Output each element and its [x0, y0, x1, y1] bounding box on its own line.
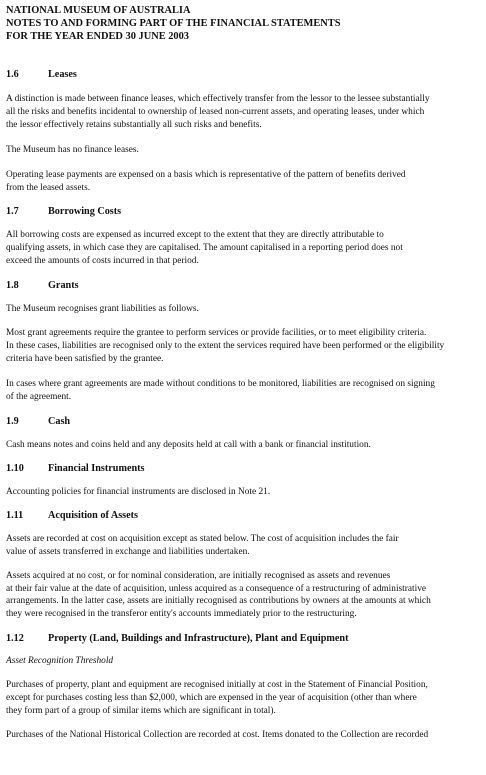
text-line: the lessor effectively retains substantially all such risks and benefits.	[6, 120, 262, 131]
paragraph	[6, 533, 480, 559]
text-line: they form part of a group of similar items which are significant in total).	[6, 705, 276, 716]
text-line: Cash means notes and coins held and any deposits held at call with a bank or financial institution.	[6, 439, 371, 450]
section-heading-1-11	[6, 509, 480, 522]
section-heading-1-8	[6, 279, 480, 292]
text-line: The Museum recognises grant liabilities as follows.	[6, 303, 199, 314]
text-line: of the agreement.	[6, 392, 72, 403]
header-line-1: NATIONAL MUSEUM OF AUSTRALIA	[6, 5, 191, 16]
text-line: Accounting policies for financial instruments are disclosed in Note 21.	[6, 486, 271, 497]
text-line: The Museum has no finance leases.	[6, 145, 139, 156]
section-heading-1-6	[6, 68, 480, 81]
header-line-2: NOTES TO AND FORMING PART OF THE FINANCIAL STATEMENTS	[6, 17, 341, 29]
header-line-3: FOR THE YEAR ENDED 30 JUNE 2003	[6, 30, 190, 42]
subsection-heading: Asset Recognition Threshold	[6, 656, 114, 667]
text-line: qualifying assets, in which case they are capitalised. The amount capitalised in a reporting period does not	[6, 242, 403, 253]
paragraph	[6, 327, 480, 366]
section-heading-1-12	[6, 632, 480, 645]
text-line: from the leased assets.	[6, 182, 91, 193]
text-line: Operating lease payments are expensed on a basis which is representative of the pattern of benefits derived	[6, 170, 406, 181]
text-line: at their fair value at the date of acquisition, unless acquired as a consequence of a restructuring of administrative	[6, 583, 427, 594]
text-line: they were recognised in the transferor entity's accounts immediately prior to the restructuring.	[6, 609, 357, 620]
section-title: Property (Land, Buildings and Infrastructure), Plant and Equipment	[48, 633, 349, 645]
text-line: criteria have been satisfied by the grantee.	[6, 354, 164, 365]
text-line: arrangements. In the latter case, assets are initially recognised as contributions by owners at the amounts at which	[6, 596, 431, 607]
section-title: Financial Instruments	[48, 462, 145, 474]
text-line: value of assets transferred in exchange and liabilities undertaken.	[6, 546, 250, 557]
paragraph	[6, 303, 480, 316]
section-heading-1-10	[6, 462, 480, 475]
section-title: Cash	[48, 415, 71, 427]
section-number: 1.7	[6, 205, 19, 217]
text-line: all the risks and benefits incidental to ownership of leased non-current assets, and operating leases, under which	[6, 107, 425, 118]
text-line: Purchases of the National Historical Collection are recorded at cost. Items donated to the Collection are recorded	[6, 729, 429, 740]
section-title: Borrowing Costs	[48, 205, 122, 217]
text-line: All borrowing costs are expensed as incurred except to the extent that they are directly attributable to	[6, 229, 384, 240]
paragraph	[6, 378, 480, 404]
section-title: Grants	[48, 279, 79, 291]
section-title: Acquisition of Assets	[48, 509, 139, 521]
section-number: 1.10	[6, 462, 24, 474]
paragraph	[6, 486, 480, 499]
section-title: Leases	[48, 69, 77, 81]
paragraph	[6, 679, 480, 718]
text-line: exceed the amounts of costs incurred in that period.	[6, 255, 199, 266]
paragraph	[6, 570, 480, 622]
document-page	[6, 5, 480, 742]
section-number: 1.6	[6, 69, 19, 81]
section-number: 1.8	[6, 279, 19, 291]
text-line: In cases where grant agreements are made without conditions to be monitored, liabilities are recognised on signing	[6, 379, 435, 390]
paragraph	[6, 439, 480, 452]
section-heading-1-9	[6, 415, 480, 428]
text-line: Most grant agreements require the grantee to perform services or provide facilities, or to meet eligibility criteria.	[6, 328, 427, 339]
paragraph	[6, 144, 480, 157]
text-line: Purchases of property, plant and equipment are recognised initially at cost in the Statement of Financial Position,	[6, 680, 428, 691]
text-line: Assets are recorded at cost on acquisition except as stated below. The cost of acquisition includes the fair	[6, 533, 399, 544]
text-line: Assets acquired at no cost, or for nominal consideration, are initially recognised as assets and revenues	[6, 570, 391, 581]
section-number: 1.9	[6, 415, 19, 427]
paragraph	[6, 729, 480, 742]
paragraph	[6, 169, 480, 195]
text-line: In these cases, liabilities are recognised only to the extent the services required have been performed or the eligibility	[6, 341, 445, 352]
text-line: A distinction is made between finance leases, which effectively transfer from the lessor to the lessee substantially	[6, 94, 430, 105]
paragraph	[6, 93, 480, 132]
text-line: except for purchases costing less than $2,000, which are expensed in the year of acquisition (other than where	[6, 693, 417, 704]
paragraph	[6, 229, 480, 268]
section-number: 1.11	[6, 509, 24, 521]
document-header	[6, 5, 480, 43]
section-number: 1.12	[6, 633, 24, 645]
section-heading-1-7	[6, 205, 480, 218]
